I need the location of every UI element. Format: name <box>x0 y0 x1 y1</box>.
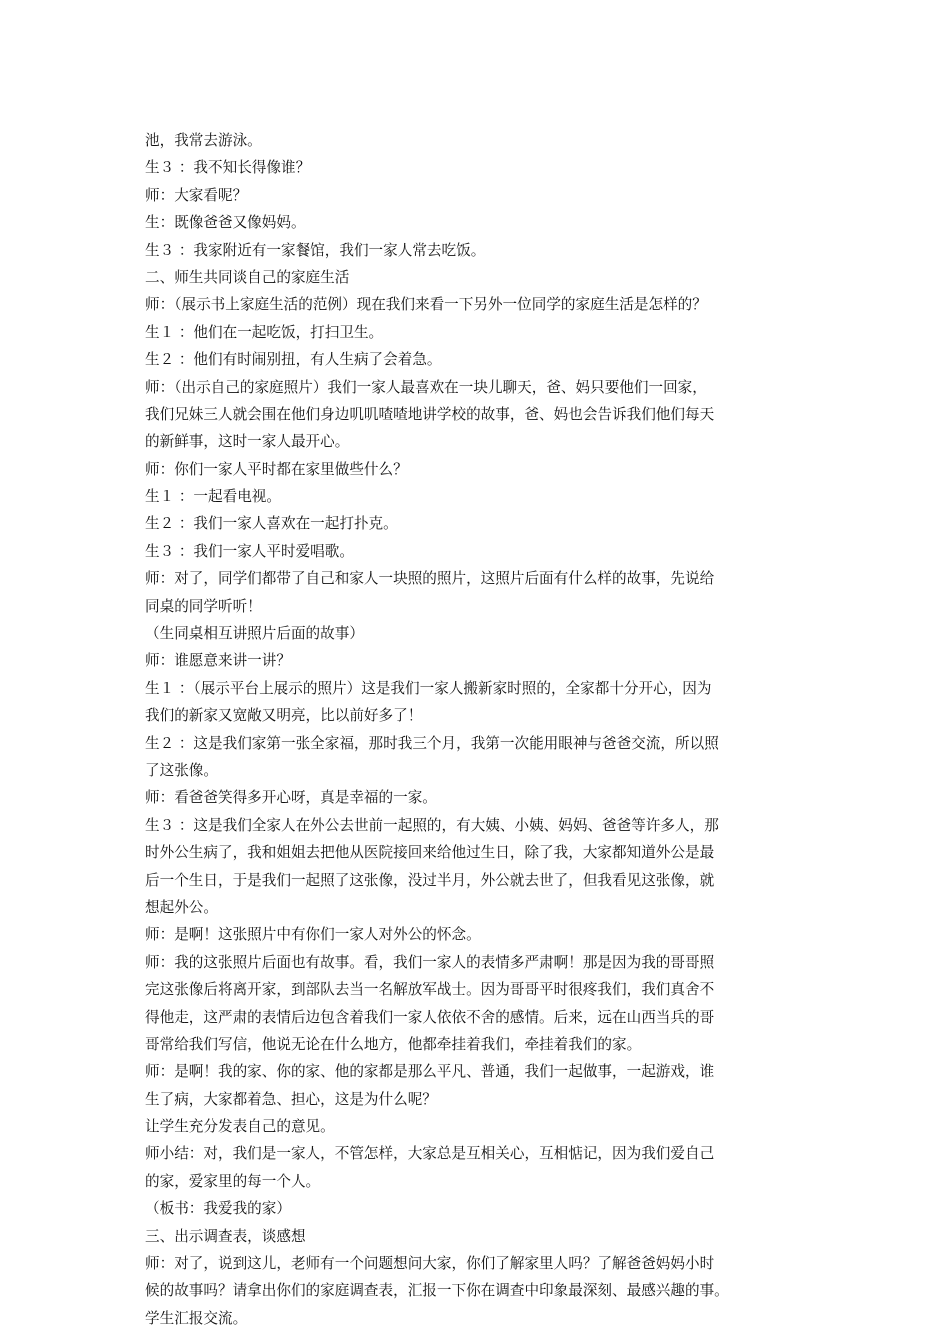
text-line: 师：对了，说到这儿，老师有一个问题想问大家，你们了解家里人吗？了解爸爸妈妈小时 <box>145 1255 715 1273</box>
text-line: 的家，爱家里的每一个人。 <box>145 1172 321 1190</box>
text-line: 得他走，这严肃的表情后边包含着我们一家人依依不舍的感情。后来，远在山西当兵的哥 <box>145 1008 715 1026</box>
text-line: 完这张像后将离开家，到部队去当一名解放军战士。因为哥哥平时很疼我们，我们真舍不 <box>145 981 715 999</box>
text-line: 师：我的这张照片后面也有故事。看，我们一家人的表情多严肃啊！那是因为我的哥哥照 <box>145 953 715 971</box>
text-line: 哥常给我们写信，他说无论在什么地方，他都牵挂着我们，牵挂着我们的家。 <box>145 1035 642 1053</box>
text-line: 师：是啊！我的家、你的家、他的家都是那么平凡、普通，我们一起做事，一起游戏，谁 <box>145 1063 715 1081</box>
text-line: 生３ ：我们一家人平时爱唱歌。 <box>145 542 354 560</box>
text-line: 师：对了，同学们都带了自己和家人一块照的照片，这照片后面有什么样的故事，先说给 <box>145 570 715 588</box>
text-line: 生３ ：我不知长得像谁？ <box>145 159 311 177</box>
text-line: 时外公生病了，我和姐姐去把他从医院接回来给他过生日，除了我，大家都知道外公是最 <box>145 844 715 862</box>
text-line: （生同桌相互讲照片后面的故事） <box>145 625 364 643</box>
text-line: 的新鲜事，这时一家人最开心。 <box>145 433 350 451</box>
text-line: 了这张像。 <box>145 761 218 779</box>
text-line: 生３ ：我家附近有一家餐馆，我们一家人常去吃饭。 <box>145 241 486 259</box>
text-line: 我们的新家又宽敞又明亮，比以前好多了！ <box>145 707 423 725</box>
text-line: 池，我常去游泳。 <box>145 132 262 149</box>
text-line: 学生汇报交流。 <box>145 1309 248 1327</box>
document-body <box>145 127 815 1332</box>
text-line: 后一个生日，于是我们一起照了这张像，没过半月，外公就去世了，但我看见这张像，就 <box>145 871 715 889</box>
text-line: 师小结：对，我们是一家人，不管怎样，大家总是互相关心，互相惦记，因为我们爱自己 <box>145 1145 715 1163</box>
text-line: 生１ ：（展示平台上展示的照片）这是我们一家人搬新家时照的，全家都十分开心，因为 <box>145 679 712 697</box>
text-line: 生了病，大家都着急、担心，这是为什么呢？ <box>145 1090 437 1108</box>
text-line: 同桌的同学听听！ <box>145 597 262 615</box>
text-line: 我们兄妹三人就会围在他们身边叽叽喳喳地讲学校的故事，爸、妈也会告诉我们他们每天 <box>145 405 715 423</box>
text-line: 师：大家看呢？ <box>145 186 248 204</box>
text-line: 师：你们一家人平时都在家里做些什么？ <box>145 460 408 478</box>
text-line: 生２ ：他们有时闹别扭，有人生病了会着急。 <box>145 351 442 369</box>
text-line: （板书：我爱我的家） <box>145 1200 291 1218</box>
text-line: 生２ ：我们一家人喜欢在一起打扑克。 <box>145 515 398 533</box>
text-line: 生３ ：这是我们全家人在外公去世前一起照的，有大姨、小姨、妈妈、爸爸等许多人，那 <box>145 816 719 834</box>
text-line: 三、出示调查表，谈感想 <box>145 1227 306 1245</box>
text-line: 师：看爸爸笑得多开心呀，真是幸福的一家。 <box>145 789 437 807</box>
text-line: 生２ ：这是我们家第一张全家福，那时我三个月，我第一次能用眼神与爸爸交流，所以照 <box>145 734 719 752</box>
text-line: 师：（出示自己的家庭照片）我们一家人最喜欢在一块儿聊天，爸、妈只要他们一回家， <box>145 378 707 396</box>
text-line: 师：谁愿意来讲一讲？ <box>145 652 291 670</box>
text-line: 让学生充分发表自己的意见。 <box>145 1118 335 1136</box>
text-line: 生１ ：他们在一起吃饭，打扫卫生。 <box>145 323 384 341</box>
text-line: 生：既像爸爸又像妈妈。 <box>145 214 306 232</box>
text-line: 师：是啊！这张照片中有你们一家人对外公的怀念。 <box>145 926 481 944</box>
text-line: 想起外公。 <box>145 898 218 916</box>
text-line: 生１ ：一起看电视。 <box>145 488 281 506</box>
text-line: 师：（展示书上家庭生活的范例）现在我们来看一下另外一位同学的家庭生活是怎样的？ <box>145 296 707 314</box>
text-line: 二、师生共同谈自己的家庭生活 <box>145 268 350 286</box>
text-line: 候的故事吗？请拿出你们的家庭调查表，汇报一下你在调查中印象最深刻、最感兴趣的事。 <box>145 1282 729 1300</box>
